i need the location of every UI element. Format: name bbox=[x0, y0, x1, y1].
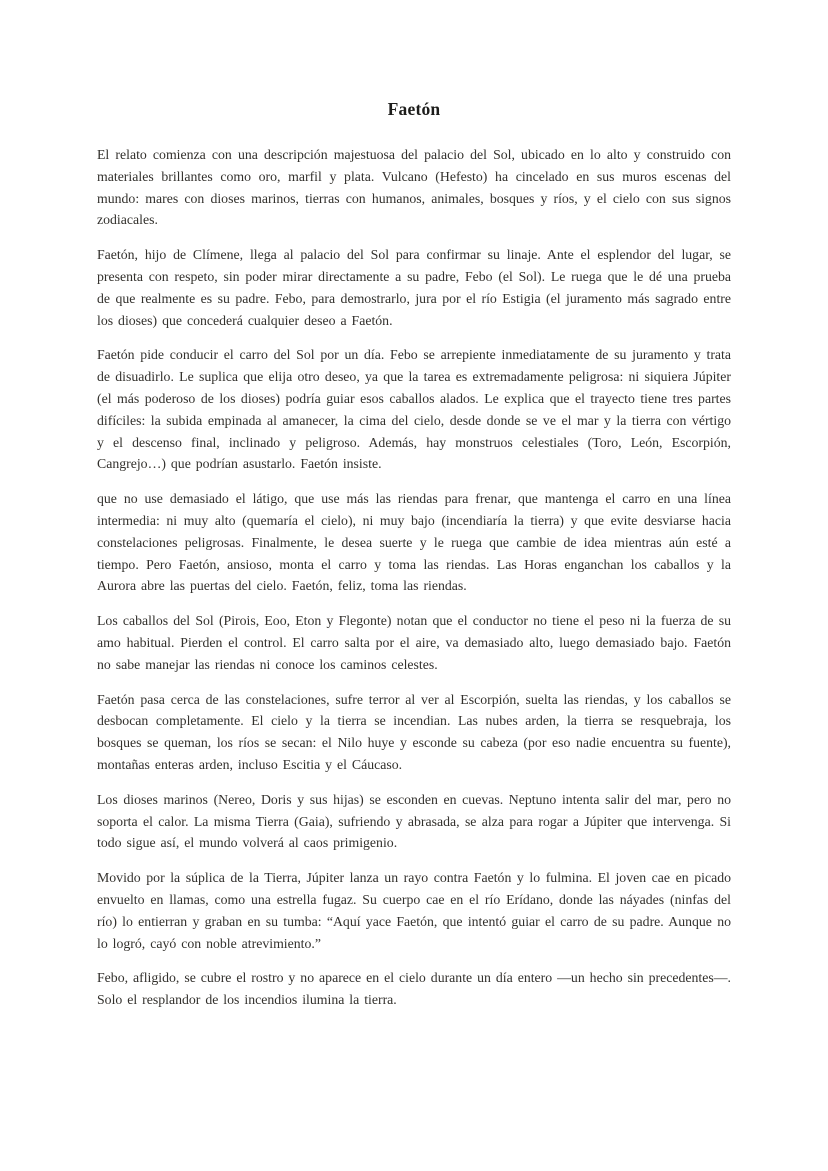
text-column bbox=[97, 0, 731, 1011]
paragraph-llegada-de-faeton: Faetón, hijo de Clímene, llega al palacio del Sol para confirmar su linaje. Ante el esplendor del lugar, se presenta con respeto, sin poder mirar directamente a su padre, Febo (el Sol). Le ruega que le dé una prueba de que realmente es su padre. Febo, para demostrarlo, jura por el río Estigia (el juramento más sagrado entre los dioses) que concederá cualquier deseo a Faetón. bbox=[97, 247, 731, 328]
paragraph-suplica-de-la-tierra: Los dioses marinos (Nereo, Doris y sus hijas) se esconden en cuevas. Neptuno intenta salir del mar, pero no soporta el calor. La misma Tierra (Gaia), sufriendo y abrasada, se alza para rogar a Júpiter que intervenga. Si todo sigue así, el mundo volverá al caos primigenio. bbox=[97, 791, 731, 851]
paragraph-luto-de-febo: Febo, afligido, se cubre el rostro y no aparece en el cielo durante un día entero —un hecho sin precedentes—. Solo el resplandor de los incendios ilumina la tierra. bbox=[97, 970, 731, 1008]
paragraph-peticion-del-carro: Faetón pide conducir el carro del Sol por un día. Febo se arrepiente inmediatamente de su juramento y trata de disuadirlo. Le suplica que elija otro deseo, ya que la tarea es extremadamente peligrosa: ni siquiera Júpiter (el más poderoso de los dioses) podría guiar esos caballos alados. Le explica que el trayecto tiene tres partes difíciles: la subida empinada al amanecer, la cima del cielo, desde donde se ve el mar y la tierra con vértigo y el descenso final, inclinado y peligroso. Además, hay monstruos celestiales (Toro, León, Escorpión, Cangrejo…) que podrían asustarlo. Faetón insiste. bbox=[97, 347, 731, 472]
paragraph-rayo-de-jupiter: Movido por la súplica de la Tierra, Júpiter lanza un rayo contra Faetón y lo fulmina. El joven cae en picado envuelto en llamas, como una estrella fugaz. Su cuerpo cae en el río Erídano, donde las náyades (ninfas del río) lo entierran y graban en su tumba: “Aquí yace Faetón, que intentó guiar el carro de su padre. Aunque no lo logró, cayó con noble atrevimiento.” bbox=[97, 870, 731, 951]
paragraph-caballos-del-sol: Los caballos del Sol (Pirois, Eoo, Eton y Flegonte) notan que el conductor no tiene el peso ni la fuerza de su amo habitual. Pierden el control. El carro salta por el aire, va demasiado alto, luego demasiado bajo. Faetón no sabe manejar las riendas ni conoce los caminos celestes. bbox=[97, 613, 731, 672]
paragraph-incendio-del-mundo: Faetón pasa cerca de las constelaciones, sufre terror al ver al Escorpión, suelta las riendas, y los caballos se desbocan completamente. El cielo y la tierra se incendian. Las nubes arden, la tierra se resquebraja, los bosques se queman, los ríos se secan: el Nilo huye y esconde su cabeza (por eso nadie encuentra su fuente), montañas enteras arden, incluso Escitia y el Cáucaso. bbox=[97, 691, 731, 772]
paragraph-consejos-de-febo: que no use demasiado el látigo, que use más las riendas para frenar, que mantenga el carro en una línea intermedia: ni muy alto (quemaría el cielo), ni muy bajo (incendiaría la tierra) y que evite desviarse hacia constelaciones peligrosas. Finalmente, le desea suerte y le ruega que cambie de idea mientras aún esté a tiempo. Pero Faetón, ansioso, monta el carro y toma las riendas. Las Horas enganchan los caballos y la Aurora abre las puertas del cielo. Faetón, feliz, toma las riendas. bbox=[97, 491, 731, 594]
paragraph-palacio-del-sol: El relato comienza con una descripción majestuosa del palacio del Sol, ubicado en lo alto y construido con materiales brillantes como oro, marfil y plata. Vulcano (Hefesto) ha cincelado en sus muros escenas del mundo: mares con dioses marinos, tierras con humanos, animales, bosques y ríos, y el cielo con sus signos zodiacales. bbox=[97, 147, 731, 228]
document-title: Faetón bbox=[387, 99, 441, 119]
